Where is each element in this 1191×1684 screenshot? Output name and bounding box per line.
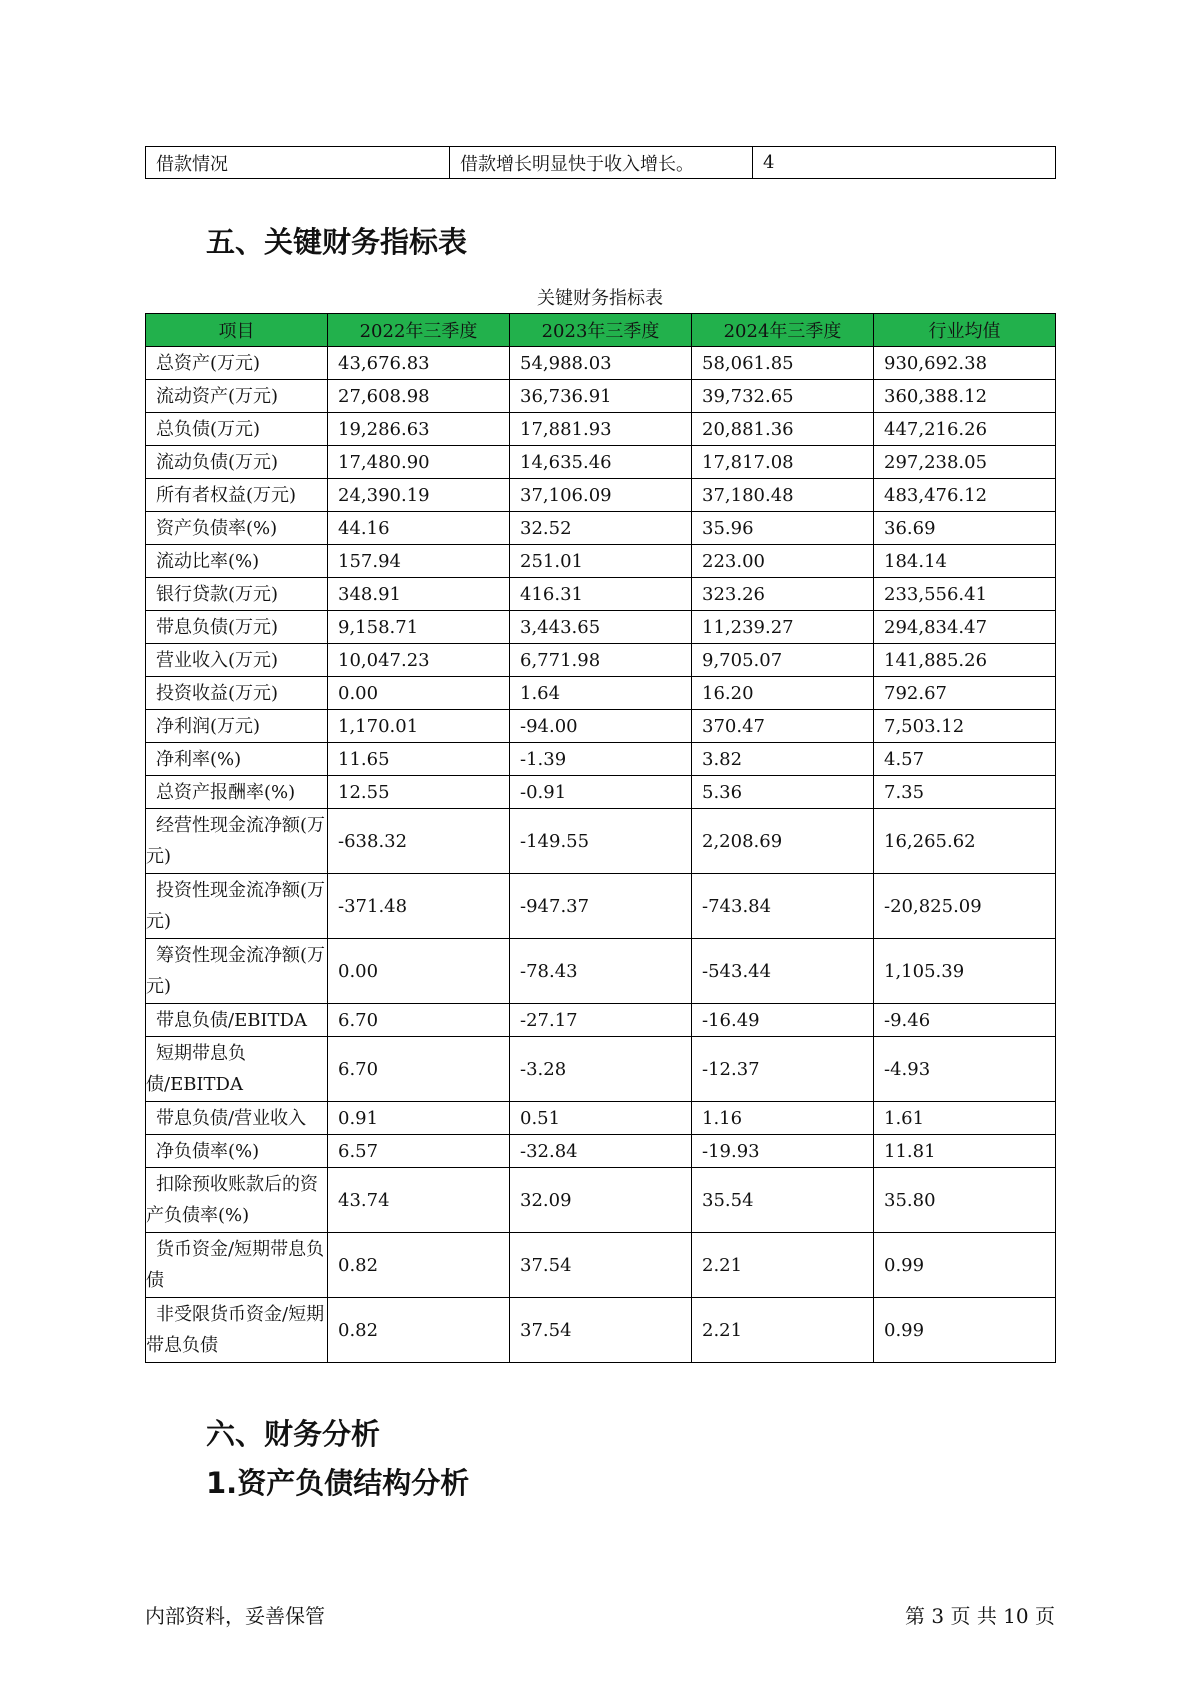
table-row <box>146 1102 1056 1135</box>
row-value: 6.70 <box>328 1004 510 1037</box>
row-label: 带息负债(万元) <box>146 611 328 644</box>
row-value: -27.17 <box>510 1004 692 1037</box>
table-header-row <box>146 314 1056 347</box>
row-label: 净利率(%) <box>146 743 328 776</box>
row-value: -1.39 <box>510 743 692 776</box>
row-label: 净负债率(%) <box>146 1135 328 1168</box>
table-row <box>146 611 1056 644</box>
key-financial-indicators-table <box>145 313 1056 1363</box>
row-value: 348.91 <box>328 578 510 611</box>
row-value: -19.93 <box>692 1135 874 1168</box>
header-industry-avg: 行业均值 <box>874 314 1056 347</box>
row-label: 流动负债(万元) <box>146 446 328 479</box>
row-value: 0.00 <box>328 939 510 1004</box>
row-value: 43.74 <box>328 1168 510 1233</box>
table-row <box>146 147 1056 179</box>
row-value: -149.55 <box>510 809 692 874</box>
row-value: 9,158.71 <box>328 611 510 644</box>
row-label: 扣除预收账款后的资产负债率(%) <box>146 1168 328 1233</box>
row-value: 27,608.98 <box>328 380 510 413</box>
row-label: 总资产报酬率(%) <box>146 776 328 809</box>
table-row <box>146 347 1056 380</box>
subsection-heading: 1.资产负债结构分析 <box>206 1466 470 1500</box>
table-row <box>146 743 1056 776</box>
row-value: 17,480.90 <box>328 446 510 479</box>
row-value: -543.44 <box>692 939 874 1004</box>
row-value: 7,503.12 <box>874 710 1056 743</box>
row-label: 营业收入(万元) <box>146 644 328 677</box>
table-row <box>146 1004 1056 1037</box>
row-value: 14,635.46 <box>510 446 692 479</box>
row-value: 223.00 <box>692 545 874 578</box>
row-value: 37.54 <box>510 1298 692 1363</box>
table-row <box>146 677 1056 710</box>
row-value: 233,556.41 <box>874 578 1056 611</box>
section-heading-five: 五、关键财务指标表 <box>206 225 468 259</box>
row-label: 带息负债/EBITDA <box>146 1004 328 1037</box>
row-value: 37,180.48 <box>692 479 874 512</box>
row-value: 416.31 <box>510 578 692 611</box>
row-value: 0.82 <box>328 1298 510 1363</box>
row-value: -3.28 <box>510 1037 692 1102</box>
row-value: 37,106.09 <box>510 479 692 512</box>
row-label: 所有者权益(万元) <box>146 479 328 512</box>
row-value: 37.54 <box>510 1233 692 1298</box>
header-2022: 2022年三季度 <box>328 314 510 347</box>
row-value: 2,208.69 <box>692 809 874 874</box>
table-row <box>146 776 1056 809</box>
row-value: 43,676.83 <box>328 347 510 380</box>
row-value: 36,736.91 <box>510 380 692 413</box>
row-value: 792.67 <box>874 677 1056 710</box>
header-2023: 2023年三季度 <box>510 314 692 347</box>
top-cell-desc: 借款增长明显快于收入增长。 <box>450 147 753 179</box>
table-row <box>146 1298 1056 1363</box>
table-row <box>146 578 1056 611</box>
row-value: 16,265.62 <box>874 809 1056 874</box>
table-row <box>146 512 1056 545</box>
row-value: 11.65 <box>328 743 510 776</box>
row-value: 0.00 <box>328 677 510 710</box>
row-label: 净利润(万元) <box>146 710 328 743</box>
table-row <box>146 1135 1056 1168</box>
row-value: 32.09 <box>510 1168 692 1233</box>
row-value: 3.82 <box>692 743 874 776</box>
header-item: 项目 <box>146 314 328 347</box>
row-value: 294,834.47 <box>874 611 1056 644</box>
row-value: 58,061.85 <box>692 347 874 380</box>
row-value: 297,238.05 <box>874 446 1056 479</box>
row-value: 16.20 <box>692 677 874 710</box>
row-label: 总资产(万元) <box>146 347 328 380</box>
row-value: -4.93 <box>874 1037 1056 1102</box>
row-label: 流动比率(%) <box>146 545 328 578</box>
table-row <box>146 380 1056 413</box>
row-value: -743.84 <box>692 874 874 939</box>
row-value: 2.21 <box>692 1298 874 1363</box>
row-value: 157.94 <box>328 545 510 578</box>
row-value: 141,885.26 <box>874 644 1056 677</box>
row-value: 35.80 <box>874 1168 1056 1233</box>
row-value: 1,105.39 <box>874 939 1056 1004</box>
row-value: 36.69 <box>874 512 1056 545</box>
row-value: 0.99 <box>874 1233 1056 1298</box>
row-value: 39,732.65 <box>692 380 874 413</box>
row-value: 17,881.93 <box>510 413 692 446</box>
section-heading-six: 六、财务分析 <box>206 1417 381 1451</box>
row-value: -12.37 <box>692 1037 874 1102</box>
top-cell-score: 4 <box>753 147 1056 179</box>
row-value: -16.49 <box>692 1004 874 1037</box>
row-value: 2.21 <box>692 1233 874 1298</box>
footer-confidential: 内部资料，妥善保管 <box>145 1604 325 1628</box>
row-value: 1.16 <box>692 1102 874 1135</box>
table-caption: 关键财务指标表 <box>537 288 663 309</box>
row-value: 370.47 <box>692 710 874 743</box>
row-value: 6.57 <box>328 1135 510 1168</box>
row-value: 360,388.12 <box>874 380 1056 413</box>
row-value: 9,705.07 <box>692 644 874 677</box>
row-value: 0.82 <box>328 1233 510 1298</box>
row-label: 经营性现金流净额(万元) <box>146 809 328 874</box>
row-value: 11,239.27 <box>692 611 874 644</box>
row-value: 54,988.03 <box>510 347 692 380</box>
row-value: 323.26 <box>692 578 874 611</box>
table-row <box>146 413 1056 446</box>
row-value: 17,817.08 <box>692 446 874 479</box>
row-label: 银行贷款(万元) <box>146 578 328 611</box>
row-value: 44.16 <box>328 512 510 545</box>
row-label: 总负债(万元) <box>146 413 328 446</box>
row-value: 1.61 <box>874 1102 1056 1135</box>
row-value: 35.96 <box>692 512 874 545</box>
row-value: 0.91 <box>328 1102 510 1135</box>
table-row <box>146 1233 1056 1298</box>
row-value: 0.51 <box>510 1102 692 1135</box>
row-label: 投资性现金流净额(万元) <box>146 874 328 939</box>
row-value: 447,216.26 <box>874 413 1056 446</box>
row-value: -20,825.09 <box>874 874 1056 939</box>
row-value: -0.91 <box>510 776 692 809</box>
row-value: 483,476.12 <box>874 479 1056 512</box>
row-label: 投资收益(万元) <box>146 677 328 710</box>
table-row <box>146 1168 1056 1233</box>
row-value: 6.70 <box>328 1037 510 1102</box>
row-value: -638.32 <box>328 809 510 874</box>
row-label: 筹资性现金流净额(万元) <box>146 939 328 1004</box>
row-value: 32.52 <box>510 512 692 545</box>
row-value: 12.55 <box>328 776 510 809</box>
row-label: 货币资金/短期带息负债 <box>146 1233 328 1298</box>
table-row <box>146 809 1056 874</box>
row-value: 10,047.23 <box>328 644 510 677</box>
row-value: -94.00 <box>510 710 692 743</box>
row-value: 0.99 <box>874 1298 1056 1363</box>
row-label: 非受限货币资金/短期带息负债 <box>146 1298 328 1363</box>
table-row <box>146 874 1056 939</box>
row-value: 6,771.98 <box>510 644 692 677</box>
row-value: 7.35 <box>874 776 1056 809</box>
row-value: -9.46 <box>874 1004 1056 1037</box>
footer-page-number: 第 3 页 共 10 页 <box>905 1604 1055 1628</box>
row-label: 流动资产(万元) <box>146 380 328 413</box>
top-cell-item: 借款情况 <box>146 147 450 179</box>
row-value: -78.43 <box>510 939 692 1004</box>
row-value: 3,443.65 <box>510 611 692 644</box>
table-row <box>146 644 1056 677</box>
row-value: 1,170.01 <box>328 710 510 743</box>
table-row <box>146 545 1056 578</box>
row-value: 35.54 <box>692 1168 874 1233</box>
row-value: -947.37 <box>510 874 692 939</box>
row-value: 11.81 <box>874 1135 1056 1168</box>
row-value: 930,692.38 <box>874 347 1056 380</box>
table-row <box>146 710 1056 743</box>
row-value: 20,881.36 <box>692 413 874 446</box>
table-row <box>146 939 1056 1004</box>
table-row <box>146 446 1056 479</box>
row-value: 24,390.19 <box>328 479 510 512</box>
top-table <box>145 146 1056 179</box>
row-value: -371.48 <box>328 874 510 939</box>
row-label: 短期带息负债/EBITDA <box>146 1037 328 1102</box>
row-value: 184.14 <box>874 545 1056 578</box>
row-value: 251.01 <box>510 545 692 578</box>
row-label: 资产负债率(%) <box>146 512 328 545</box>
row-value: 1.64 <box>510 677 692 710</box>
header-2024: 2024年三季度 <box>692 314 874 347</box>
row-value: 5.36 <box>692 776 874 809</box>
table-row <box>146 479 1056 512</box>
row-value: 19,286.63 <box>328 413 510 446</box>
row-value: 4.57 <box>874 743 1056 776</box>
row-value: -32.84 <box>510 1135 692 1168</box>
row-label: 带息负债/营业收入 <box>146 1102 328 1135</box>
table-row <box>146 1037 1056 1102</box>
